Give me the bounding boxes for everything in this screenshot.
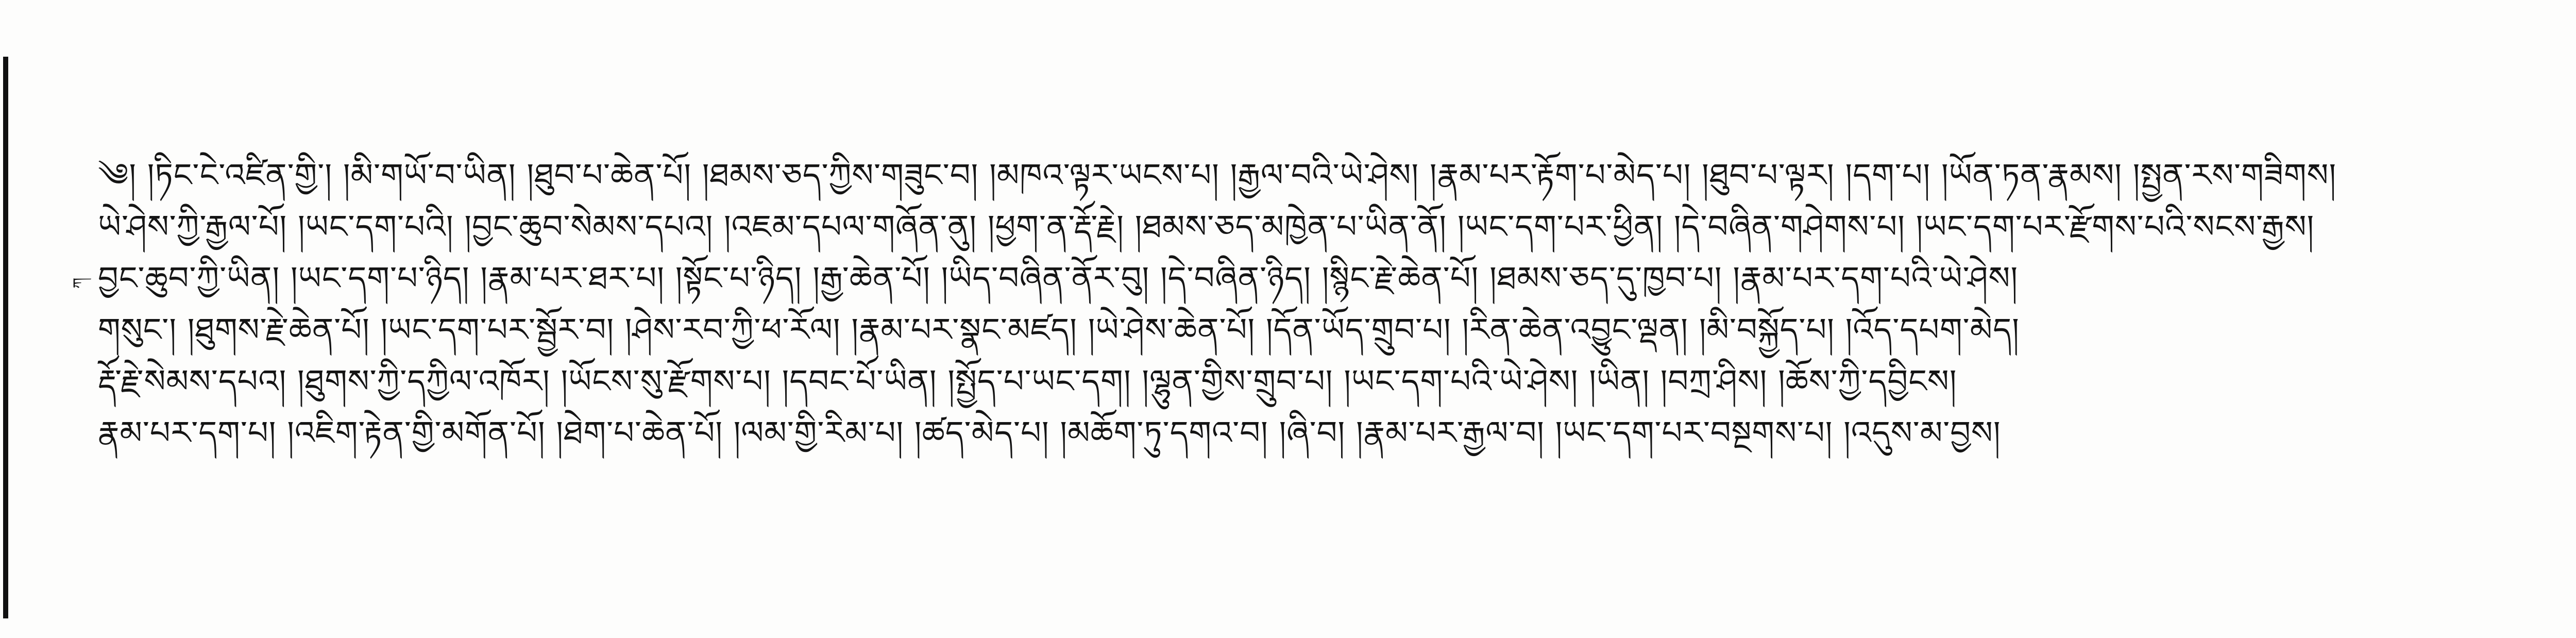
text-line-content: རྡོ་རྗེ་སེམས་དཔའ། །ཐུགས་ཀྱི་དཀྱིལ་འཁོར། །ཡོངས་སུ་རྫོགས་པ། །དབང་པོ་ཡིན། །སྤྱོད་པ་ཡང་དག། །ལྷུན་གྱིས་གྲུབ་པ། །ཡང་དག་པའི་ཡེ་ཤེས། །ཡིན། །བཀྲ་ཤིས། །ཆོས་ཀྱི་དབྱིངས།: [98, 362, 1957, 400]
text-block: [98, 139, 2576, 451]
text-line-content: གསུང་། །ཐུགས་རྗེ་ཆེན་པོ། །ཡང་དག་པར་སྦྱོར་བ། །ཤེས་རབ་ཀྱི་ཕ་རོལ། །རྣམ་པར་སྣང་མཛད། །ཡེ་ཤེས་ཆེན་པོ། །དོན་ཡོད་གྲུབ་པ། །རིན་ཆེན་འབྱུང་ལྡན། །མི་བསྐྱོད་པ། །འོད་དཔག་མེད།: [98, 311, 2020, 348]
left-margin-rule: [3, 57, 8, 618]
text-line: [98, 242, 2576, 297]
margin-mark: ཀ: [70, 277, 88, 289]
text-line-content: ཡེ་ཤེས་ཀྱི་རྒྱལ་པོ། །ཡང་དག་པའི། །བྱང་ཆུབ་སེམས་དཔའ། །འཇམ་དཔལ་གཞོན་ནུ། །ཕྱག་ན་རྡོ་རྗེ། །ཐམས་ཅད་མཁྱེན་པ་ཡིན་ནོ། །ཡང་དག་པར་ཕྱིན། །དེ་བཞིན་གཤེགས་པ། །ཡང་དག་པར་རྫོགས་པའི་སངས་རྒྱས།: [98, 208, 2315, 245]
text-line: [98, 139, 2576, 194]
text-line-content: ༄། །ཏིང་ངེ་འཛིན་གྱི་། །མི་གཡོ་བ་ཡིན། །ཐུབ་པ་ཆེན་པོ། །ཐམས་ཅད་ཀྱིས་གཟུང་བ། །མཁའ་ལྟར་ཡངས་པ། །རྒྱལ་བའི་ཡེ་ཤེས། །རྣམ་པར་རྟོག་པ་མེད་པ། །ཐུབ་པ་ལྟར། །དག་པ། །ཡོན་ཏན་རྣམས། །སྤྱན་རས་གཟིགས།: [98, 156, 2337, 194]
text-line: [98, 294, 2576, 348]
text-line-content: བྱང་ཆུབ་ཀྱི་ཡིན། །ཡང་དག་པ་ཉིད། །རྣམ་པར་ཐར་པ། །སྟོང་པ་ཉིད། །རྒྱ་ཆེན་པོ། །ཡིད་བཞིན་ནོར་བུ། །དེ་བཞིན་ཉིད། །སྙིང་རྗེ་ཆེན་པོ། །ཐམས་ཅད་དུ་ཁྱབ་པ། །རྣམ་པར་དག་པའི་ཡེ་ཤེས།: [98, 259, 2019, 297]
text-line: [98, 345, 2576, 400]
text-line: [98, 397, 2576, 451]
text-line-content: རྣམ་པར་དག་པ། །འཇིག་རྟེན་གྱི་མགོན་པོ། །ཐེག་པ་ཆེན་པོ། །ལམ་གྱི་རིམ་པ། །ཚད་མེད་པ། །མཆོག་ཏུ་དགའ་བ། །ཞི་བ། །རྣམ་པར་རྒྱལ་བ། །ཡང་དག་པར་བསྔགས་པ། །འདུས་མ་བྱས།: [98, 414, 2001, 451]
text-line: [98, 191, 2576, 245]
